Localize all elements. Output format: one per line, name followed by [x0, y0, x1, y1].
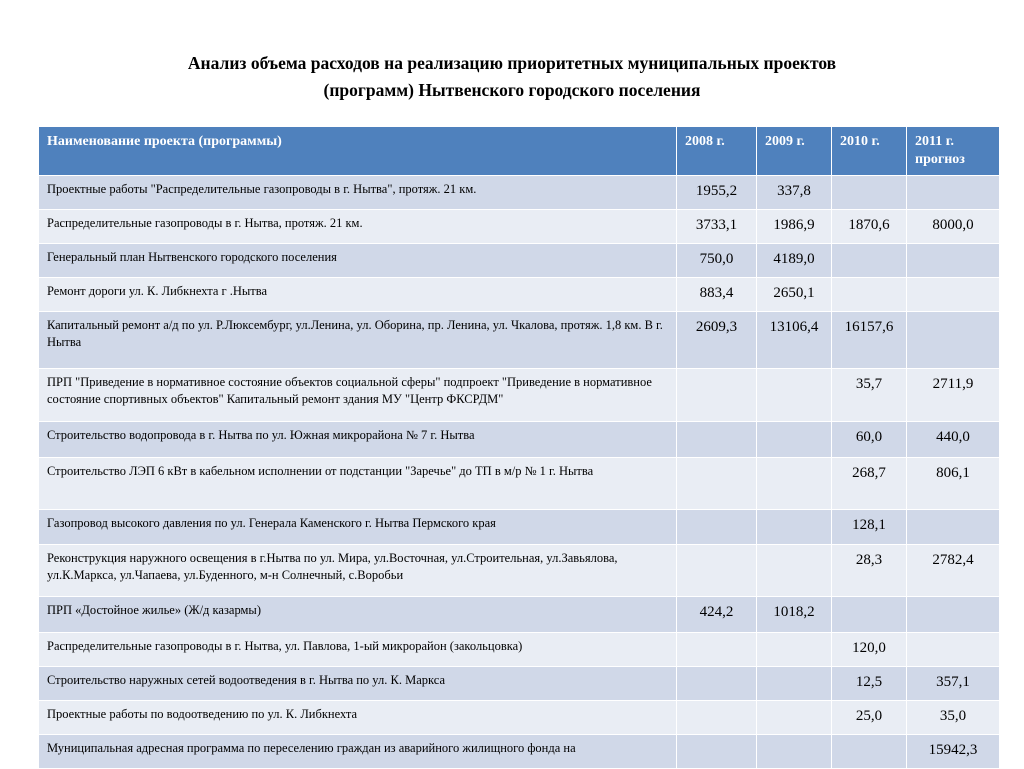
table-row: [39, 458, 1000, 510]
value-2008: [677, 369, 757, 422]
title-line-1: Анализ объема расходов на реализацию приоритетных муниципальных проектов: [187, 53, 837, 73]
project-name: Распределительные газопроводы в г. Нытва, ул. Павлова, 1-ый микрорайон (закольцовка): [39, 633, 677, 667]
value-2011: [907, 597, 1000, 633]
project-name: Строительство ЛЭП 6 кВт в кабельном исполнении от подстанции "Заречье" до ТП в м/р № 1 г. Нытва: [39, 458, 677, 510]
table-row: [39, 369, 1000, 422]
value-2011: 2711,9: [907, 369, 1000, 422]
value-2009: 13106,4: [757, 312, 832, 369]
project-name: ПРП "Приведение в нормативное состояние объектов социальной сферы" подпроект "Приведение в нормативное состояние спортивных объектов" Капитальный ремонт здания МУ "Центр ФКСРДМ": [39, 369, 677, 422]
value-2010: 128,1: [832, 510, 907, 545]
value-2011: [907, 312, 1000, 369]
value-2008: [677, 667, 757, 701]
value-2009: 2650,1: [757, 278, 832, 312]
value-2008: [677, 510, 757, 545]
value-2010: 28,3: [832, 545, 907, 597]
title-line-2: (программ) Нытвенского городского поселения: [323, 80, 701, 100]
project-name: Капитальный ремонт а/д по ул. Р.Люксембург, ул.Ленина, ул. Оборина, пр. Ленина, ул. Чкалова, протяж. 1,8 км. В г. Нытва: [39, 312, 677, 369]
table-header-row: [39, 127, 1000, 176]
value-2010: 268,7: [832, 458, 907, 510]
projects-table: [38, 126, 1000, 769]
value-2008: [677, 545, 757, 597]
value-2010: 35,7: [832, 369, 907, 422]
value-2008: [677, 633, 757, 667]
table-row: [39, 633, 1000, 667]
value-2010: 1870,6: [832, 210, 907, 244]
project-name: Строительство водопровода в г. Нытва по ул. Южная микрорайона № 7 г. Нытва: [39, 422, 677, 458]
table-row: [39, 701, 1000, 735]
project-name: Реконструкция наружного освещения в г.Нытва по ул. Мира, ул.Восточная, ул.Строительная, ул.Завьялова, ул.К.Маркса, ул.Чапаева, ул.Буденного, м-н Солнечный, с.Воробьи: [39, 545, 677, 597]
project-name: Проектные работы "Распределительные газопроводы в г. Нытва", протяж. 21 км.: [39, 176, 677, 210]
header-2010: 2010 г.: [832, 127, 907, 176]
value-2010: [832, 278, 907, 312]
header-2011: [907, 127, 1000, 176]
header-2011-year: 2011 г.: [915, 134, 955, 149]
value-2010: 25,0: [832, 701, 907, 735]
value-2011: 15942,3: [907, 735, 1000, 769]
project-name: Газопровод высокого давления по ул. Генерала Каменского г. Нытва Пермского края: [39, 510, 677, 545]
value-2010: [832, 597, 907, 633]
project-name: Муниципальная адресная программа по переселению граждан из аварийного жилищного фонда на: [39, 735, 677, 769]
value-2010: [832, 735, 907, 769]
header-2008: 2008 г.: [677, 127, 757, 176]
value-2010: 16157,6: [832, 312, 907, 369]
table-row: [39, 244, 1000, 278]
value-2009: [757, 633, 832, 667]
value-2009: [757, 735, 832, 769]
value-2011: 357,1: [907, 667, 1000, 701]
value-2009: [757, 667, 832, 701]
value-2008: 424,2: [677, 597, 757, 633]
value-2008: [677, 422, 757, 458]
value-2008: 1955,2: [677, 176, 757, 210]
value-2010: 12,5: [832, 667, 907, 701]
project-name: Ремонт дороги ул. К. Либкнехта г .Нытва: [39, 278, 677, 312]
value-2011: 2782,4: [907, 545, 1000, 597]
value-2009: 337,8: [757, 176, 832, 210]
table-row: [39, 422, 1000, 458]
value-2010: [832, 244, 907, 278]
value-2011: [907, 244, 1000, 278]
value-2010: [832, 176, 907, 210]
table-row: [39, 545, 1000, 597]
value-2009: [757, 545, 832, 597]
value-2011: 35,0: [907, 701, 1000, 735]
value-2009: 4189,0: [757, 244, 832, 278]
value-2011: [907, 633, 1000, 667]
value-2008: 2609,3: [677, 312, 757, 369]
table-row: [39, 176, 1000, 210]
table-row: [39, 210, 1000, 244]
value-2011: [907, 176, 1000, 210]
value-2009: [757, 458, 832, 510]
value-2008: 883,4: [677, 278, 757, 312]
value-2008: [677, 458, 757, 510]
table-row: [39, 278, 1000, 312]
table-row: [39, 597, 1000, 633]
value-2011: 440,0: [907, 422, 1000, 458]
header-2011-forecast: прогноз: [915, 152, 965, 167]
value-2008: [677, 701, 757, 735]
table-row: [39, 667, 1000, 701]
project-name: ПРП «Достойное жилье» (Ж/д казармы): [39, 597, 677, 633]
value-2011: 806,1: [907, 458, 1000, 510]
value-2011: [907, 510, 1000, 545]
project-name: Проектные работы по водоотведению по ул. К. Либкнехта: [39, 701, 677, 735]
value-2009: 1986,9: [757, 210, 832, 244]
project-name: Генеральный план Нытвенского городского поселения: [39, 244, 677, 278]
value-2011: [907, 278, 1000, 312]
page-title: [80, 50, 944, 104]
project-name: Распределительные газопроводы в г. Нытва, протяж. 21 км.: [39, 210, 677, 244]
value-2009: [757, 510, 832, 545]
value-2009: [757, 369, 832, 422]
table-row: [39, 735, 1000, 769]
table-row: [39, 312, 1000, 369]
value-2010: 120,0: [832, 633, 907, 667]
header-2009: 2009 г.: [757, 127, 832, 176]
value-2009: [757, 422, 832, 458]
header-project-name: Наименование проекта (программы): [39, 127, 677, 176]
value-2008: [677, 735, 757, 769]
value-2009: [757, 701, 832, 735]
value-2010: 60,0: [832, 422, 907, 458]
table-row: [39, 510, 1000, 545]
value-2008: 750,0: [677, 244, 757, 278]
value-2008: 3733,1: [677, 210, 757, 244]
value-2011: 8000,0: [907, 210, 1000, 244]
project-name: Строительство наружных сетей водоотведения в г. Нытва по ул. К. Маркса: [39, 667, 677, 701]
value-2009: 1018,2: [757, 597, 832, 633]
